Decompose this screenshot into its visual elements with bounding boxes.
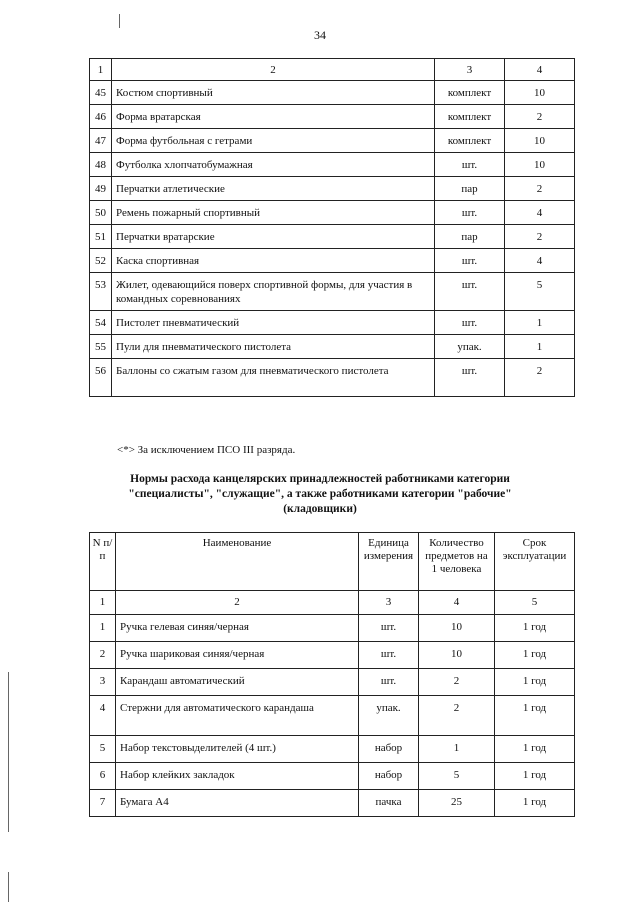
item-quantity: 2 xyxy=(505,359,575,397)
header-cell-2: 2 xyxy=(112,59,435,81)
item-unit: пар xyxy=(435,225,505,249)
item-term: 1 год xyxy=(495,790,575,817)
table-row xyxy=(90,763,575,790)
equipment-table-header-row xyxy=(90,59,575,81)
item-quantity: 2 xyxy=(505,105,575,129)
table-row xyxy=(90,615,575,642)
section-title: Нормы расхода канцелярских принадлежностей работниками категории "специалисты", "служащие", а также работниками категории "рабочие" (кладовщики) xyxy=(128,473,512,515)
stationery-table-header-row xyxy=(90,533,575,591)
row-number: 51 xyxy=(90,225,112,249)
item-unit: шт. xyxy=(359,669,419,696)
item-unit: упак. xyxy=(435,335,505,359)
column-header-quantity: Количество предметов на 1 человека xyxy=(419,533,495,591)
row-number: 47 xyxy=(90,129,112,153)
header-cell-1: 1 xyxy=(90,59,112,81)
scan-artifact xyxy=(8,872,9,902)
header-cell-3: 3 xyxy=(435,59,505,81)
item-name: Перчатки вратарские xyxy=(112,225,435,249)
row-number: 6 xyxy=(90,763,116,790)
item-quantity: 4 xyxy=(505,201,575,225)
table-row xyxy=(90,669,575,696)
item-name: Форма футбольная с гетрами xyxy=(112,129,435,153)
item-quantity: 2 xyxy=(419,696,495,736)
equipment-table-body xyxy=(90,59,575,397)
item-term: 1 год xyxy=(495,696,575,736)
table-row xyxy=(90,696,575,736)
table-row xyxy=(90,273,575,311)
column-header-number: N п/п xyxy=(90,533,116,591)
stationery-table-body xyxy=(90,533,575,817)
stationery-table-column-numbers xyxy=(90,591,575,615)
item-term: 1 год xyxy=(495,642,575,669)
column-number-4: 4 xyxy=(419,591,495,615)
item-name: Ручка гелевая синяя/черная xyxy=(116,615,359,642)
row-number: 53 xyxy=(90,273,112,311)
row-number: 55 xyxy=(90,335,112,359)
item-name: Костюм спортивный xyxy=(112,81,435,105)
item-term: 1 год xyxy=(495,669,575,696)
row-number: 4 xyxy=(90,696,116,736)
item-unit: шт. xyxy=(435,201,505,225)
item-name: Пистолет пневматический xyxy=(112,311,435,335)
page-number: 34 xyxy=(314,28,326,42)
row-number: 46 xyxy=(90,105,112,129)
row-number: 49 xyxy=(90,177,112,201)
item-quantity: 10 xyxy=(505,129,575,153)
stationery-table xyxy=(89,532,575,817)
item-name: Бумага А4 xyxy=(116,790,359,817)
item-unit: шт. xyxy=(435,249,505,273)
item-term: 1 год xyxy=(495,736,575,763)
row-number: 48 xyxy=(90,153,112,177)
item-name: Набор текстовыделителей (4 шт.) xyxy=(116,736,359,763)
item-term: 1 год xyxy=(495,615,575,642)
table-row xyxy=(90,225,575,249)
item-name: Набор клейких закладок xyxy=(116,763,359,790)
column-header-unit: Единица измерения xyxy=(359,533,419,591)
item-unit: комплект xyxy=(435,81,505,105)
item-name: Перчатки атлетические xyxy=(112,177,435,201)
item-unit: шт. xyxy=(435,273,505,311)
item-quantity: 2 xyxy=(419,669,495,696)
row-number: 1 xyxy=(90,615,116,642)
item-quantity: 10 xyxy=(505,153,575,177)
table-row xyxy=(90,129,575,153)
row-number: 7 xyxy=(90,790,116,817)
item-name: Ручка шариковая синяя/черная xyxy=(116,642,359,669)
item-quantity: 5 xyxy=(419,763,495,790)
table-row xyxy=(90,105,575,129)
row-number: 5 xyxy=(90,736,116,763)
item-unit: шт. xyxy=(359,615,419,642)
row-number: 2 xyxy=(90,642,116,669)
item-unit: пачка xyxy=(359,790,419,817)
item-unit: набор xyxy=(359,736,419,763)
item-name: Форма вратарская xyxy=(112,105,435,129)
table-row xyxy=(90,359,575,397)
item-unit: упак. xyxy=(359,696,419,736)
table-row xyxy=(90,736,575,763)
item-quantity: 10 xyxy=(419,642,495,669)
table-row xyxy=(90,177,575,201)
item-quantity: 1 xyxy=(505,311,575,335)
table-row xyxy=(90,249,575,273)
item-quantity: 10 xyxy=(505,81,575,105)
row-number: 3 xyxy=(90,669,116,696)
header-cell-4: 4 xyxy=(505,59,575,81)
item-name: Стержни для автоматического карандаша xyxy=(116,696,359,736)
item-name: Жилет, одевающийся поверх спортивной формы, для участия в командных соревнованиях xyxy=(112,273,435,311)
item-unit: комплект xyxy=(435,129,505,153)
item-unit: комплект xyxy=(435,105,505,129)
item-quantity: 5 xyxy=(505,273,575,311)
item-quantity: 1 xyxy=(505,335,575,359)
table-row xyxy=(90,153,575,177)
row-number: 50 xyxy=(90,201,112,225)
item-name: Ремень пожарный спортивный xyxy=(112,201,435,225)
row-number: 52 xyxy=(90,249,112,273)
item-quantity: 2 xyxy=(505,177,575,201)
table-row xyxy=(90,311,575,335)
item-term: 1 год xyxy=(495,763,575,790)
item-unit: пар xyxy=(435,177,505,201)
scan-artifact xyxy=(119,14,120,28)
column-number-1: 1 xyxy=(90,591,116,615)
scan-artifact xyxy=(8,672,9,832)
item-unit: шт. xyxy=(359,642,419,669)
item-name: Пули для пневматического пистолета xyxy=(112,335,435,359)
column-number-5: 5 xyxy=(495,591,575,615)
row-number: 54 xyxy=(90,311,112,335)
column-header-term: Срок эксплуатации xyxy=(495,533,575,591)
item-quantity: 1 xyxy=(419,736,495,763)
column-number-2: 2 xyxy=(116,591,359,615)
item-unit: шт. xyxy=(435,359,505,397)
item-quantity: 25 xyxy=(419,790,495,817)
item-quantity: 2 xyxy=(505,225,575,249)
table-row xyxy=(90,335,575,359)
item-name: Футболка хлопчатобумажная xyxy=(112,153,435,177)
item-unit: шт. xyxy=(435,311,505,335)
footnote: <*> За исключением ПСО III разряда. xyxy=(117,444,296,456)
item-quantity: 10 xyxy=(419,615,495,642)
row-number: 56 xyxy=(90,359,112,397)
column-header-name: Наименование xyxy=(116,533,359,591)
table-row xyxy=(90,790,575,817)
row-number: 45 xyxy=(90,81,112,105)
item-unit: шт. xyxy=(435,153,505,177)
item-unit: набор xyxy=(359,763,419,790)
item-quantity: 4 xyxy=(505,249,575,273)
table-row xyxy=(90,81,575,105)
equipment-table xyxy=(89,58,575,397)
item-name: Каска спортивная xyxy=(112,249,435,273)
table-row xyxy=(90,201,575,225)
item-name: Баллоны со сжатым газом для пневматического пистолета xyxy=(112,359,435,397)
item-name: Карандаш автоматический xyxy=(116,669,359,696)
column-number-3: 3 xyxy=(359,591,419,615)
table-row xyxy=(90,642,575,669)
